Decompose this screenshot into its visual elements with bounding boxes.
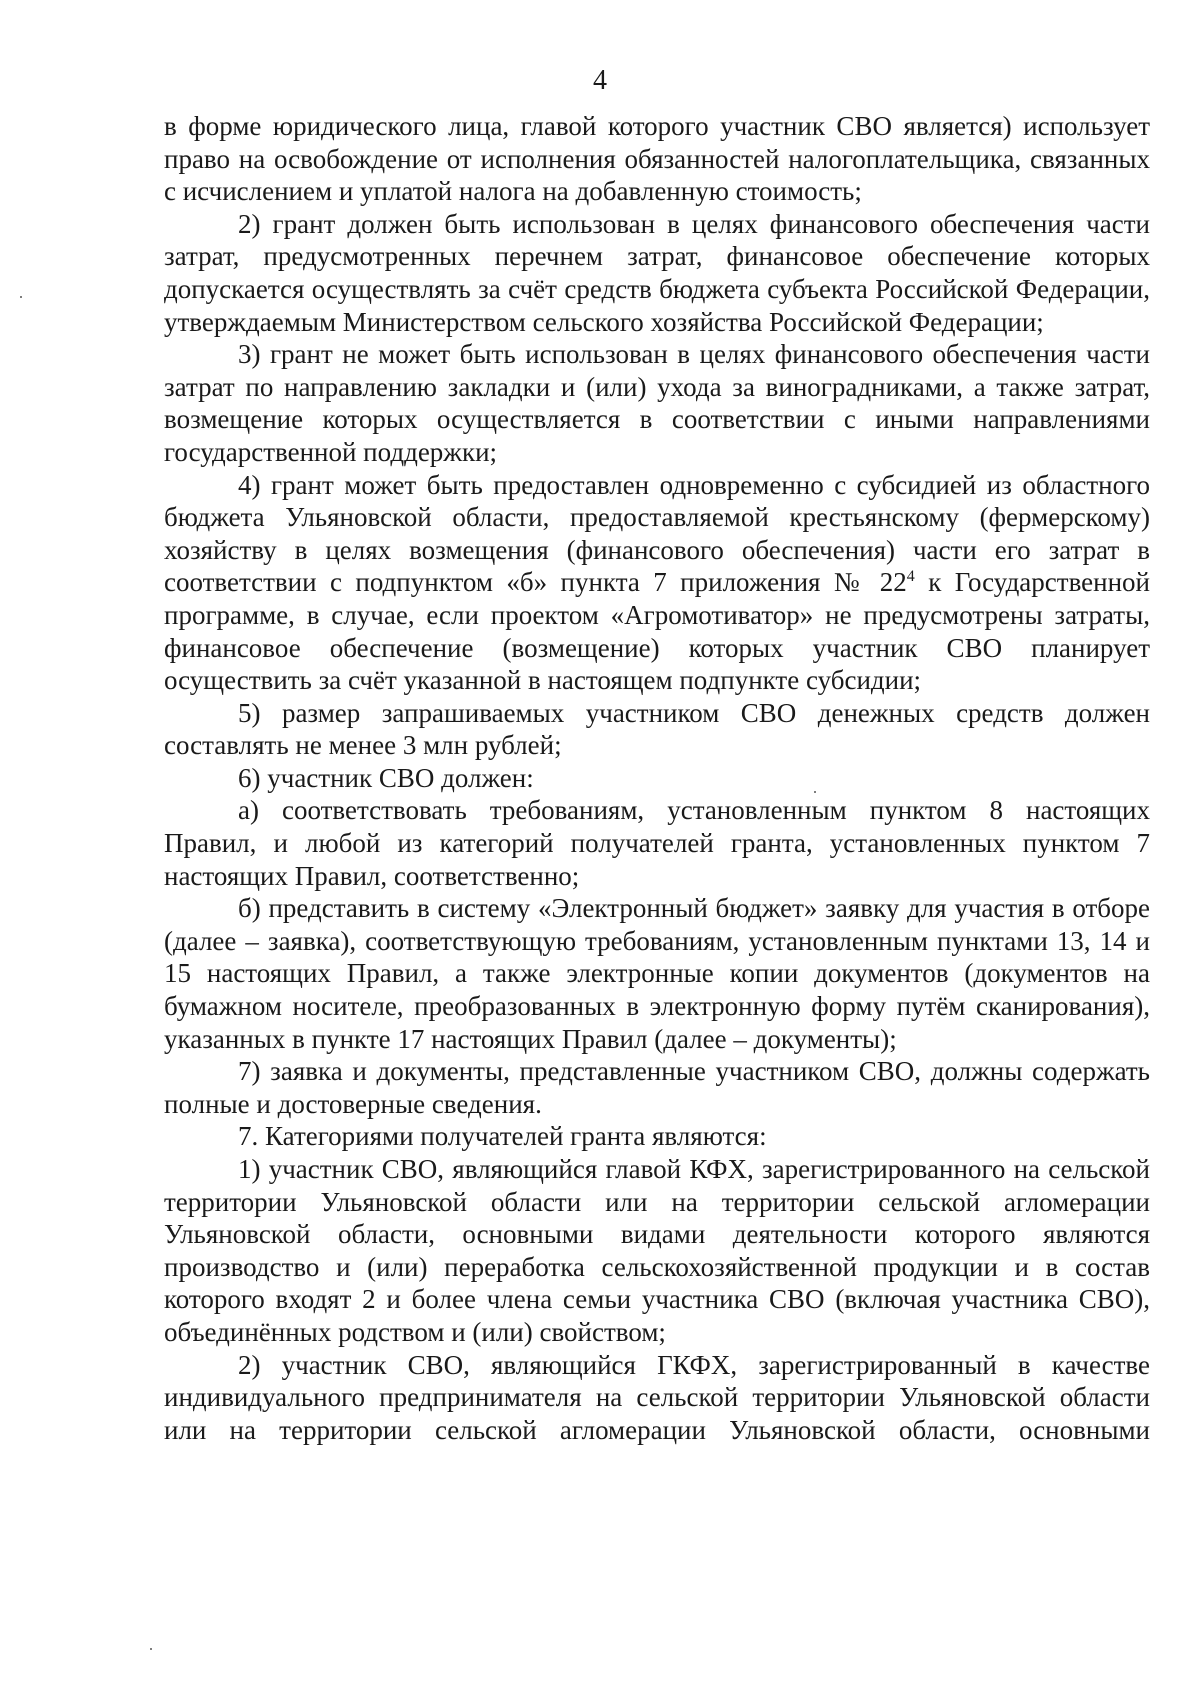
category-item-1: 1) участник СВО, являющийся главой КФХ, зарегистрированного на сельской территории Ульяновской области или на территории сельской агломерации Ульяновской области, основными видами деятельности которого являются производство и (или) переработка сельскохозяйственной продукции и в состав которого входят 2 и более члена семьи участника СВО (включая участника СВО), объединённых родством и (или) свойством; [164,1154,1150,1347]
paragraph-item-6a: а) соответствовать требованиям, установленным пунктом 8 настоящих Правил, и любой из категорий получателей гранта, установленных пунктом 7 настоящих Правил, соответственно; [164,795,1150,891]
appendix-superscript: 4 [906,568,915,586]
paragraph-item-6b: б) представить в систему «Электронный бюджет» заявку для участия в отборе (далее – заявка), соответствующую требованиям, установленным пунктами 13, 14 и 15 настоящих Правил, а также электронные копии документов (документов на бумажном носителе, преобразованных в электронную форму путём сканирования), указанных в пункте 17 настоящих Правил (далее – документы); [164,893,1150,1054]
paragraph-item-4 [164,469,1150,697]
scan-speck [814,791,816,793]
category-item-2: 2) участник СВО, являющийся ГКФХ, зарегистрированный в качестве индивидуального предпринимателя на сельской территории Ульяновской области или на территории сельской агломерации Ульяновской области, основными [164,1349,1150,1445]
paragraph-item-4-text-after: к Государственной программе, в случае, если проектом «Агромотиватор» не предусмотрены затраты, финансовое обеспечение (возмещение) которых участник СВО планирует осуществить за счёт указанной в настоящем подпункте субсидии; [164,567,1150,696]
document-body [164,110,1150,1446]
scan-speck [20,296,22,298]
paragraph-item-3: 3) грант не может быть использован в целях финансового обеспечения части затрат по направлению закладки и (или) ухода за виноградниками, а также затрат, возмещение которых осуществляется в соответствии с иными направлениями государственной поддержки; [164,339,1150,467]
paragraph-item-4-text-before: 4) грант может быть предоставлен одновременно с субсидией из областного бюджета Ульяновской области, предоставляемой крестьянскому (фермерскому) хозяйству в целях возмещения (финансового обеспечения) части его затрат в соответствии с подпунктом «б» пункта 7 приложения № 22 [164,469,1150,598]
paragraph-item-2: 2) грант должен быть использован в целях финансового обеспечения части затрат, предусмотренных перечнем затрат, финансовое обеспечение которых допускается осуществлять за счёт средств бюджета субъекта Российской Федерации, утверждаемым Министерством сельского хозяйства Российской Федерации; [164,208,1150,337]
paragraph-item-5: 5) размер запрашиваемых участником СВО денежных средств должен составлять не менее 3 млн рублей; [164,697,1150,761]
page-number: 4 [593,65,607,96]
section-7-heading: 7. Категориями получателей гранта являются: [238,1121,767,1152]
paragraph-item-6: 6) участник СВО должен: [238,762,534,793]
scan-speck [150,1648,152,1650]
paragraph-item-7: 7) заявка и документы, представленные участником СВО, должны содержать полные и достоверные сведения. [164,1056,1150,1119]
paragraph-continuation: в форме юридического лица, главой которого участник СВО является) использует право на освобождение от исполнения обязанностей налогоплательщика, связанных с исчислением и уплатой налога на добавленную стоимость; [164,111,1150,207]
